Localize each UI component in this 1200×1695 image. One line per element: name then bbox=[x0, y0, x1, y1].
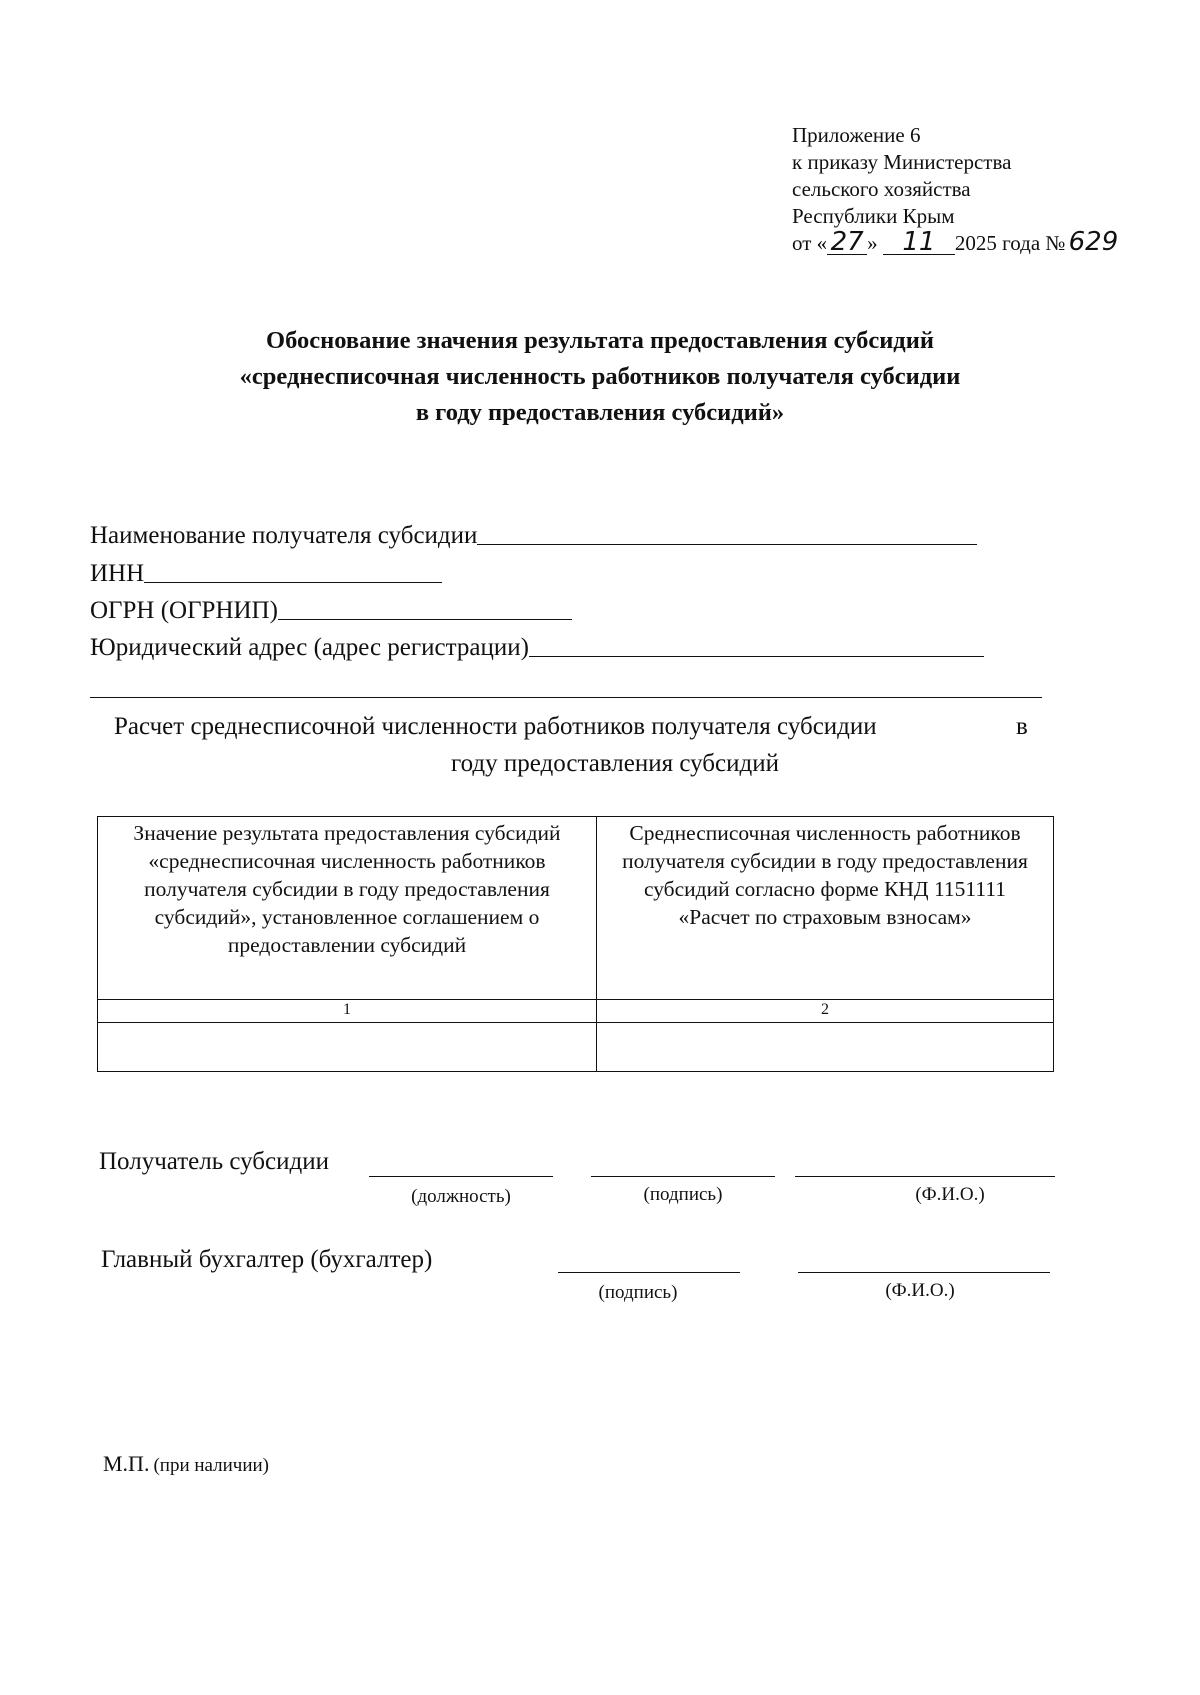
calc-heading-tail: в bbox=[1016, 713, 1028, 740]
date-mid: » bbox=[867, 231, 878, 255]
inn-label: ИНН bbox=[90, 560, 145, 587]
recipient-label: Получатель субсидии bbox=[99, 1148, 329, 1175]
calculation-table bbox=[97, 816, 1054, 1072]
appendix-date-line bbox=[792, 227, 1121, 257]
position-caption: (должность) bbox=[411, 1186, 511, 1207]
appendix-republic-line: Республики Крым bbox=[792, 204, 955, 228]
recipient-name-field bbox=[90, 522, 977, 550]
table-num-col1: 1 bbox=[98, 1000, 597, 1023]
table-header-col2: Среднесписочная численность работников получателя субсидии в году предоставления субсидий согласно форме КНД 1151111 «Расчет по страховым взносам» bbox=[597, 817, 1054, 1000]
position-line[interactable] bbox=[369, 1176, 553, 1177]
signature-caption: (подпись) bbox=[643, 1184, 723, 1205]
title-line-2: «среднесписочная численность работников получателя субсидии bbox=[239, 363, 961, 390]
table-value-col2[interactable] bbox=[597, 1023, 1054, 1072]
recipient-name-label: Наименование получателя субсидии bbox=[90, 522, 478, 549]
ogrn-field bbox=[90, 597, 572, 625]
accountant-signature-line[interactable] bbox=[558, 1272, 740, 1273]
ogrn-blank[interactable] bbox=[278, 618, 572, 620]
stamp-mp: М.П. bbox=[103, 1451, 150, 1476]
calc-heading-line-1: Расчет среднесписочной численности работников получателя субсидии bbox=[114, 713, 877, 740]
table-value-col1[interactable] bbox=[98, 1023, 597, 1072]
handwritten-month: 11 bbox=[883, 230, 955, 255]
address-blank-continuation[interactable] bbox=[90, 697, 1042, 698]
stamp-note: (при наличии) bbox=[153, 1455, 270, 1476]
table-num-col2: 2 bbox=[597, 1000, 1054, 1023]
accountant-label: Главный бухгалтер (бухгалтер) bbox=[101, 1246, 433, 1273]
document-title bbox=[160, 323, 1040, 431]
address-label: Юридический адрес (адрес регистрации) bbox=[90, 634, 529, 661]
title-line-1: Обоснование значения результата предоставления субсидий bbox=[266, 327, 934, 354]
appendix-order-line: к приказу Министерства bbox=[792, 150, 1012, 174]
stamp-place bbox=[103, 1451, 269, 1477]
table-row bbox=[98, 1023, 1054, 1072]
date-prefix: от « bbox=[792, 231, 828, 255]
date-year-text: 2025 года № bbox=[954, 231, 1066, 255]
inn-field bbox=[90, 560, 442, 588]
accountant-fio-line[interactable] bbox=[798, 1272, 1050, 1273]
calc-heading-line-2: году предоставления субсидий bbox=[451, 750, 779, 777]
table-header-col1: Значение результата предоставления субсидий «среднесписочная численность работников получателя субсидии в году предоставления субсидий», установленное соглашением о предоставлении субсидий bbox=[98, 817, 597, 1000]
address-field bbox=[90, 634, 984, 662]
inn-blank[interactable] bbox=[144, 581, 442, 583]
table-header-row bbox=[98, 817, 1054, 1000]
address-blank[interactable] bbox=[529, 655, 984, 657]
appendix-title: Приложение 6 bbox=[792, 123, 921, 147]
accountant-fio-caption: (Ф.И.О.) bbox=[885, 1280, 955, 1301]
fio-caption: (Ф.И.О.) bbox=[915, 1184, 985, 1205]
handwritten-day: 27 bbox=[827, 230, 867, 255]
appendix-block bbox=[792, 122, 1121, 257]
table-number-row bbox=[98, 1000, 1054, 1023]
fio-line[interactable] bbox=[795, 1176, 1055, 1177]
title-line-3: в году предоставления субсидий» bbox=[415, 399, 785, 426]
accountant-signature-caption: (подпись) bbox=[598, 1282, 678, 1303]
handwritten-order-number: 629 bbox=[1068, 227, 1119, 257]
signature-line[interactable] bbox=[591, 1176, 775, 1177]
ogrn-label: ОГРН (ОГРНИП) bbox=[90, 597, 278, 624]
recipient-name-blank[interactable] bbox=[477, 543, 977, 545]
appendix-ministry-line: сельского хозяйства bbox=[792, 177, 971, 201]
